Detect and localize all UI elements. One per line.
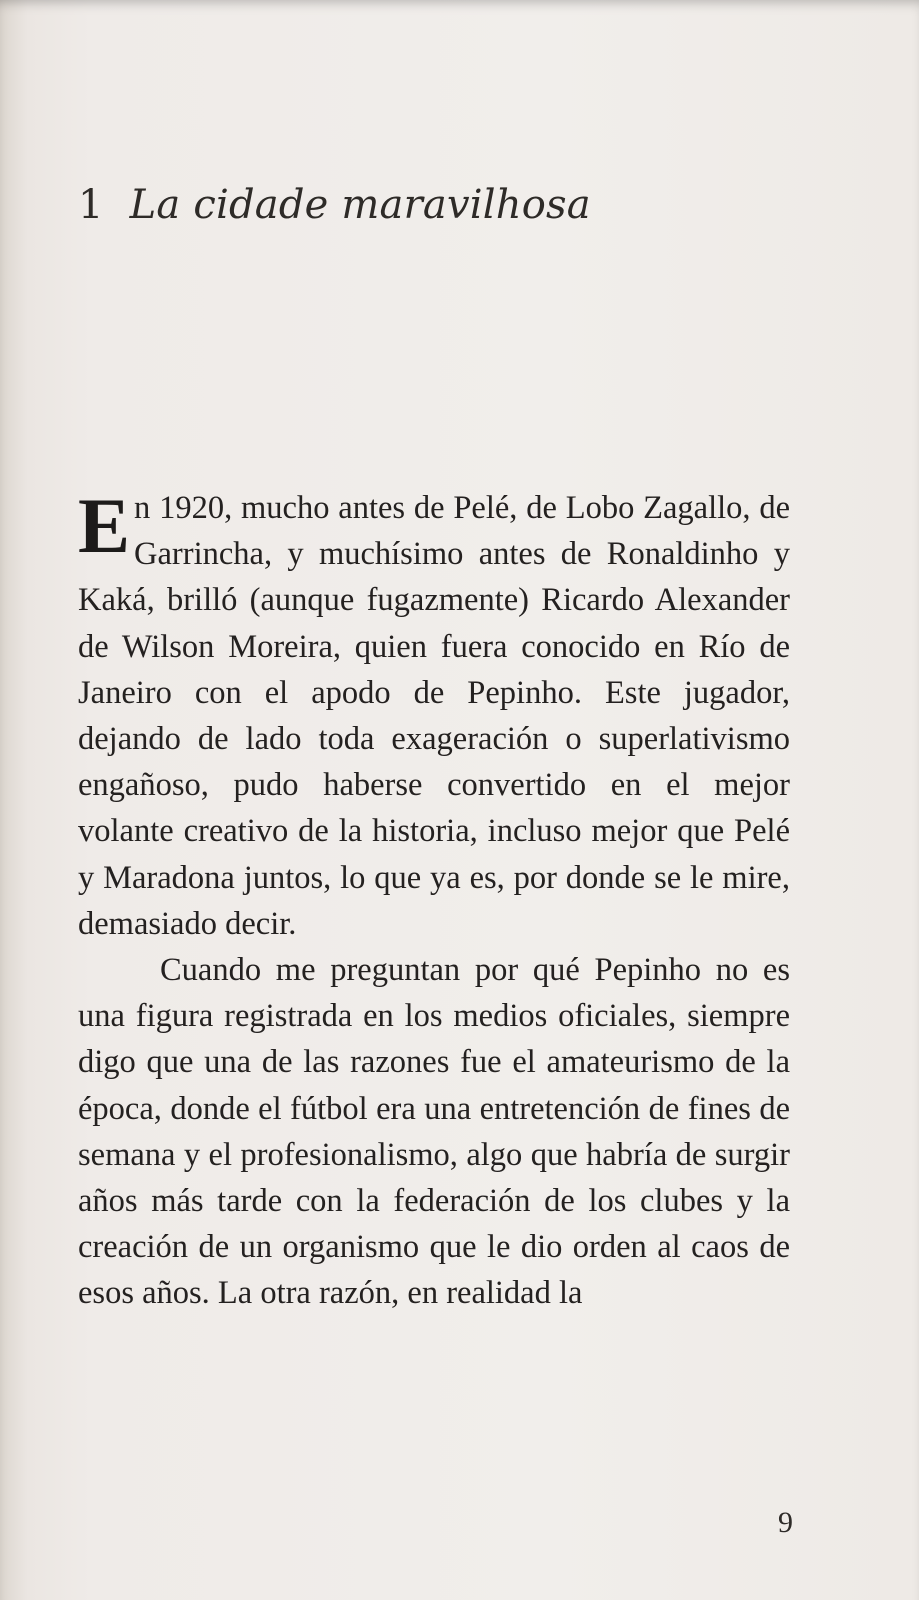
paragraph-1-text: n 1920, mucho antes de Pelé, de Lobo Zagallo, de Garrincha, y muchísimo antes de Ronaldinho y Kaká, brilló (aunque fugazmente) Ricardo Alexander de Wilson Moreira, quien fuera conocido en Río de Janeiro con el apodo de Pepinho. Este jugador, dejando de lado toda exageración o superlativismo engañoso, pudo haberse convertido en el mejor volante creativo de la historia, incluso mejor que Pelé y Maradona juntos, lo que ya es, por donde se le mire, demasiado decir. — [78, 490, 790, 942]
chapter-heading — [78, 182, 591, 228]
drop-cap: E — [78, 482, 131, 569]
chapter-title: La cidade maravilhosa — [129, 182, 591, 228]
page-number: 9 — [778, 1506, 793, 1539]
paragraph-1 — [78, 482, 790, 947]
chapter-number: 1 — [78, 182, 104, 228]
paragraph-2: Cuando me preguntan por qué Pepinho no es una figura registrada en los medios oficiales, siempre digo que una de las razones fue el amateurismo de la época, donde el fútbol era una entretención de fines de semana y el profesionalismo, algo que habría de surgir años más tarde con la federación de los clubes y la creación de un organismo que le dio orden al caos de esos años. La otra razón, en realidad la — [78, 952, 790, 1312]
body-text — [78, 482, 790, 1317]
